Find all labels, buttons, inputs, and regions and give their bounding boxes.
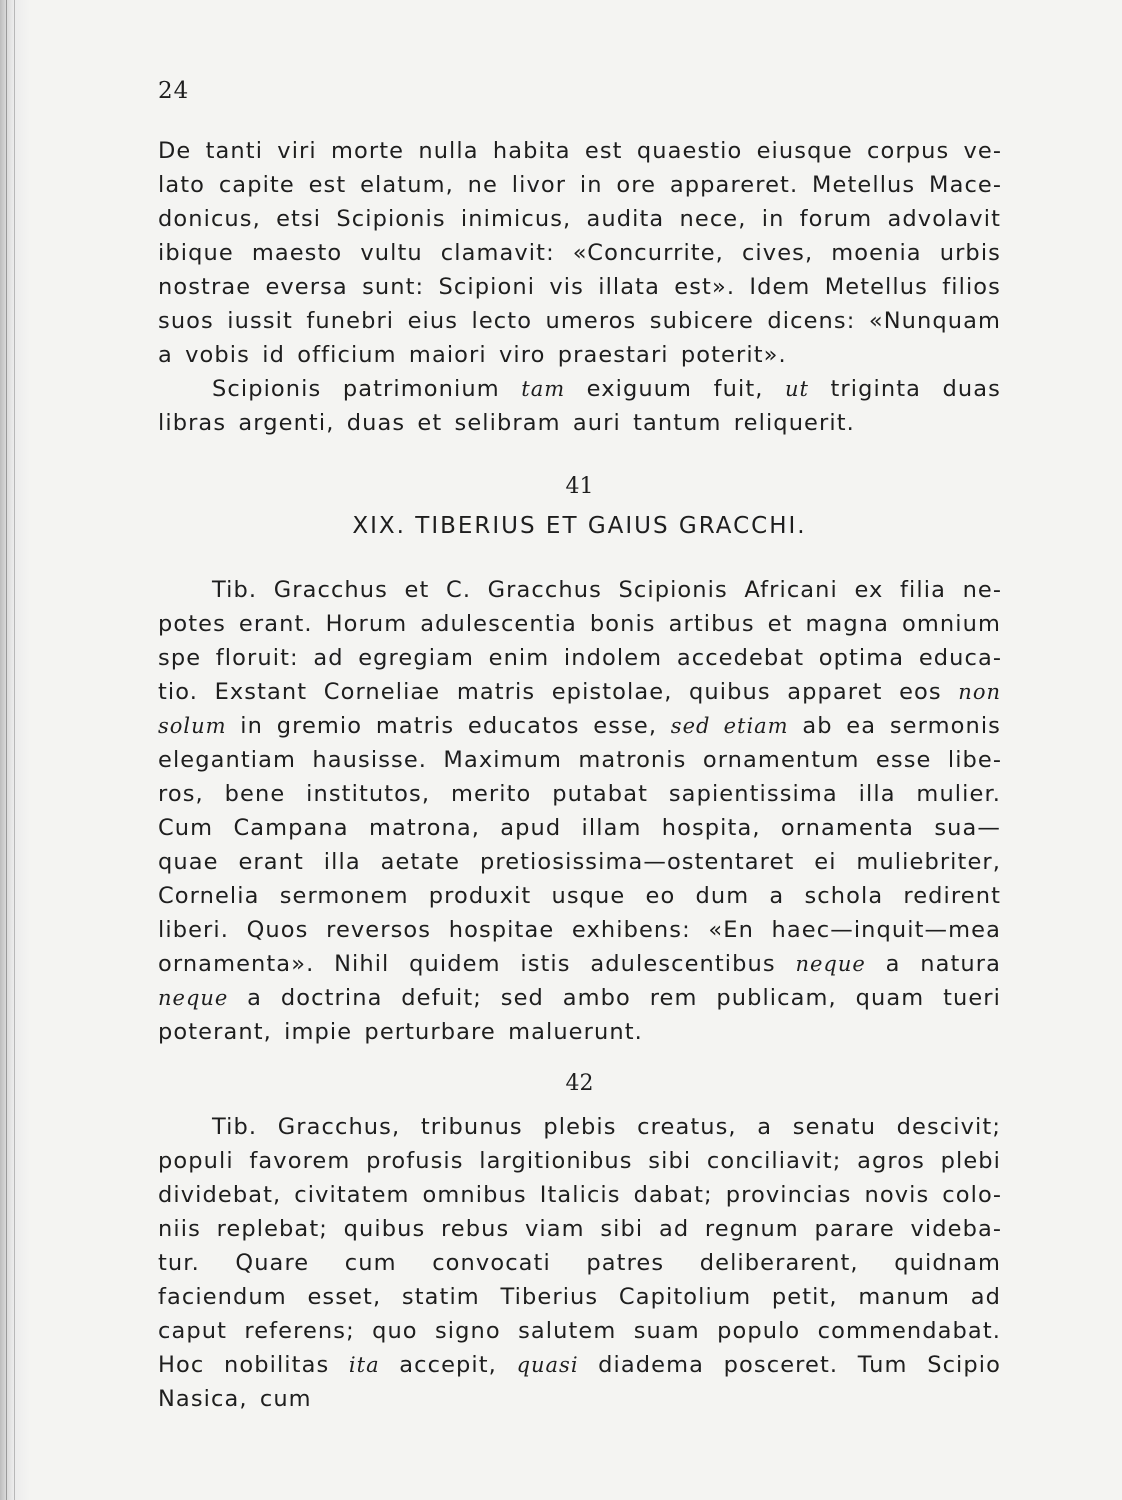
book-page (158, 78, 1001, 1416)
paragraph-tiberius-tribune: Tib. Gracchus, tribunus plebis creatus, a senatu descivit; populi favorem profusis largitionibus sibi conciliavit; agros plebi dividebat, civitatem omnibus Italicis dabat; provincias novis coloniis replebat; quibus rebus viam sibi ad regnum parare videbatur. Quare cum convocati patres deliberarent, quidnam faciendum esset, statim Tiberius Capitolium petit, manum ad caput referens; quo signo salutem suam populo commendabat. Hoc nobilitas ita accepit, quasi diadema posceret. Tum Scipio Nasica, cum (158, 1114, 1001, 1412)
section-number-41: 41 (565, 474, 594, 499)
italic-phrase: quasi (516, 1353, 579, 1377)
italic-phrase: neque (795, 952, 866, 976)
page-number: 24 (158, 78, 190, 104)
book-spine-shadow (0, 0, 30, 1500)
paragraph-scipio-patrimony: Scipionis patrimonium tam exiguum fuit, ut triginta duas libras argenti, duas et selibram auri tantum reliquerit. (158, 376, 1001, 436)
italic-phrase: neque (158, 986, 229, 1010)
paragraph-death-of-scipio: De tanti viri morte nulla habita est quaestio eiusque corpus velato capite est elatum, ne livor in ore appareret. Metellus Macedonicus, etsi Scipionis inimicus, audita nece, in forum advolavit ibique maesto vultu clamavit: «Concurrite, cives, moenia urbis nostrae eversa sunt: Scipioni vis illata est». Idem Metellus filios suos iussit funebri eius lecto umeros subicere dicens: «Nunquam a vobis id officium maiori viro praestari poterit». (158, 138, 1001, 368)
italic-phrase: non solum (158, 680, 1001, 738)
italic-phrase: ita (348, 1353, 380, 1377)
section-number-42: 42 (565, 1071, 594, 1096)
italic-phrase: ut (785, 377, 809, 401)
italic-phrase: sed etiam (670, 714, 789, 738)
paragraph-gracchi-education: Tib. Gracchus et C. Gracchus Scipionis Africani ex filia nepotes erant. Horum adulescentia bonis artibus et magna omnium spe floruit: ad egregiam enim indolem accedebat optima educatio. Exstant Corneliae matris epistolae, quibus apparet eos non solum in gremio matris educatos esse, sed etiam ab ea sermonis elegantiam hausisse. Maximum matronis ornamentum esse liberos, bene institutos, merito putabat sapientissima illa mulier. Cum Campana matrona, apud illam hospita, ornamenta sua—quae erant illa aetate pretiosissima—ostentaret ei muliebriter, Cornelia sermonem produxit usque eo dum a schola redirent liberi. Quos reversos hospitae exhibens: «En haec—inquit—mea ornamenta». Nihil quidem istis adulescentibus neque a natura neque a doctrina defuit; sed ambo rem publicam, quam tueri poterant, impie perturbare maluerunt. (158, 577, 1001, 1045)
chapter-title: XIX. TIBERIUS ET GAIUS GRACCHI. (352, 513, 807, 539)
italic-phrase: tam (521, 377, 566, 401)
